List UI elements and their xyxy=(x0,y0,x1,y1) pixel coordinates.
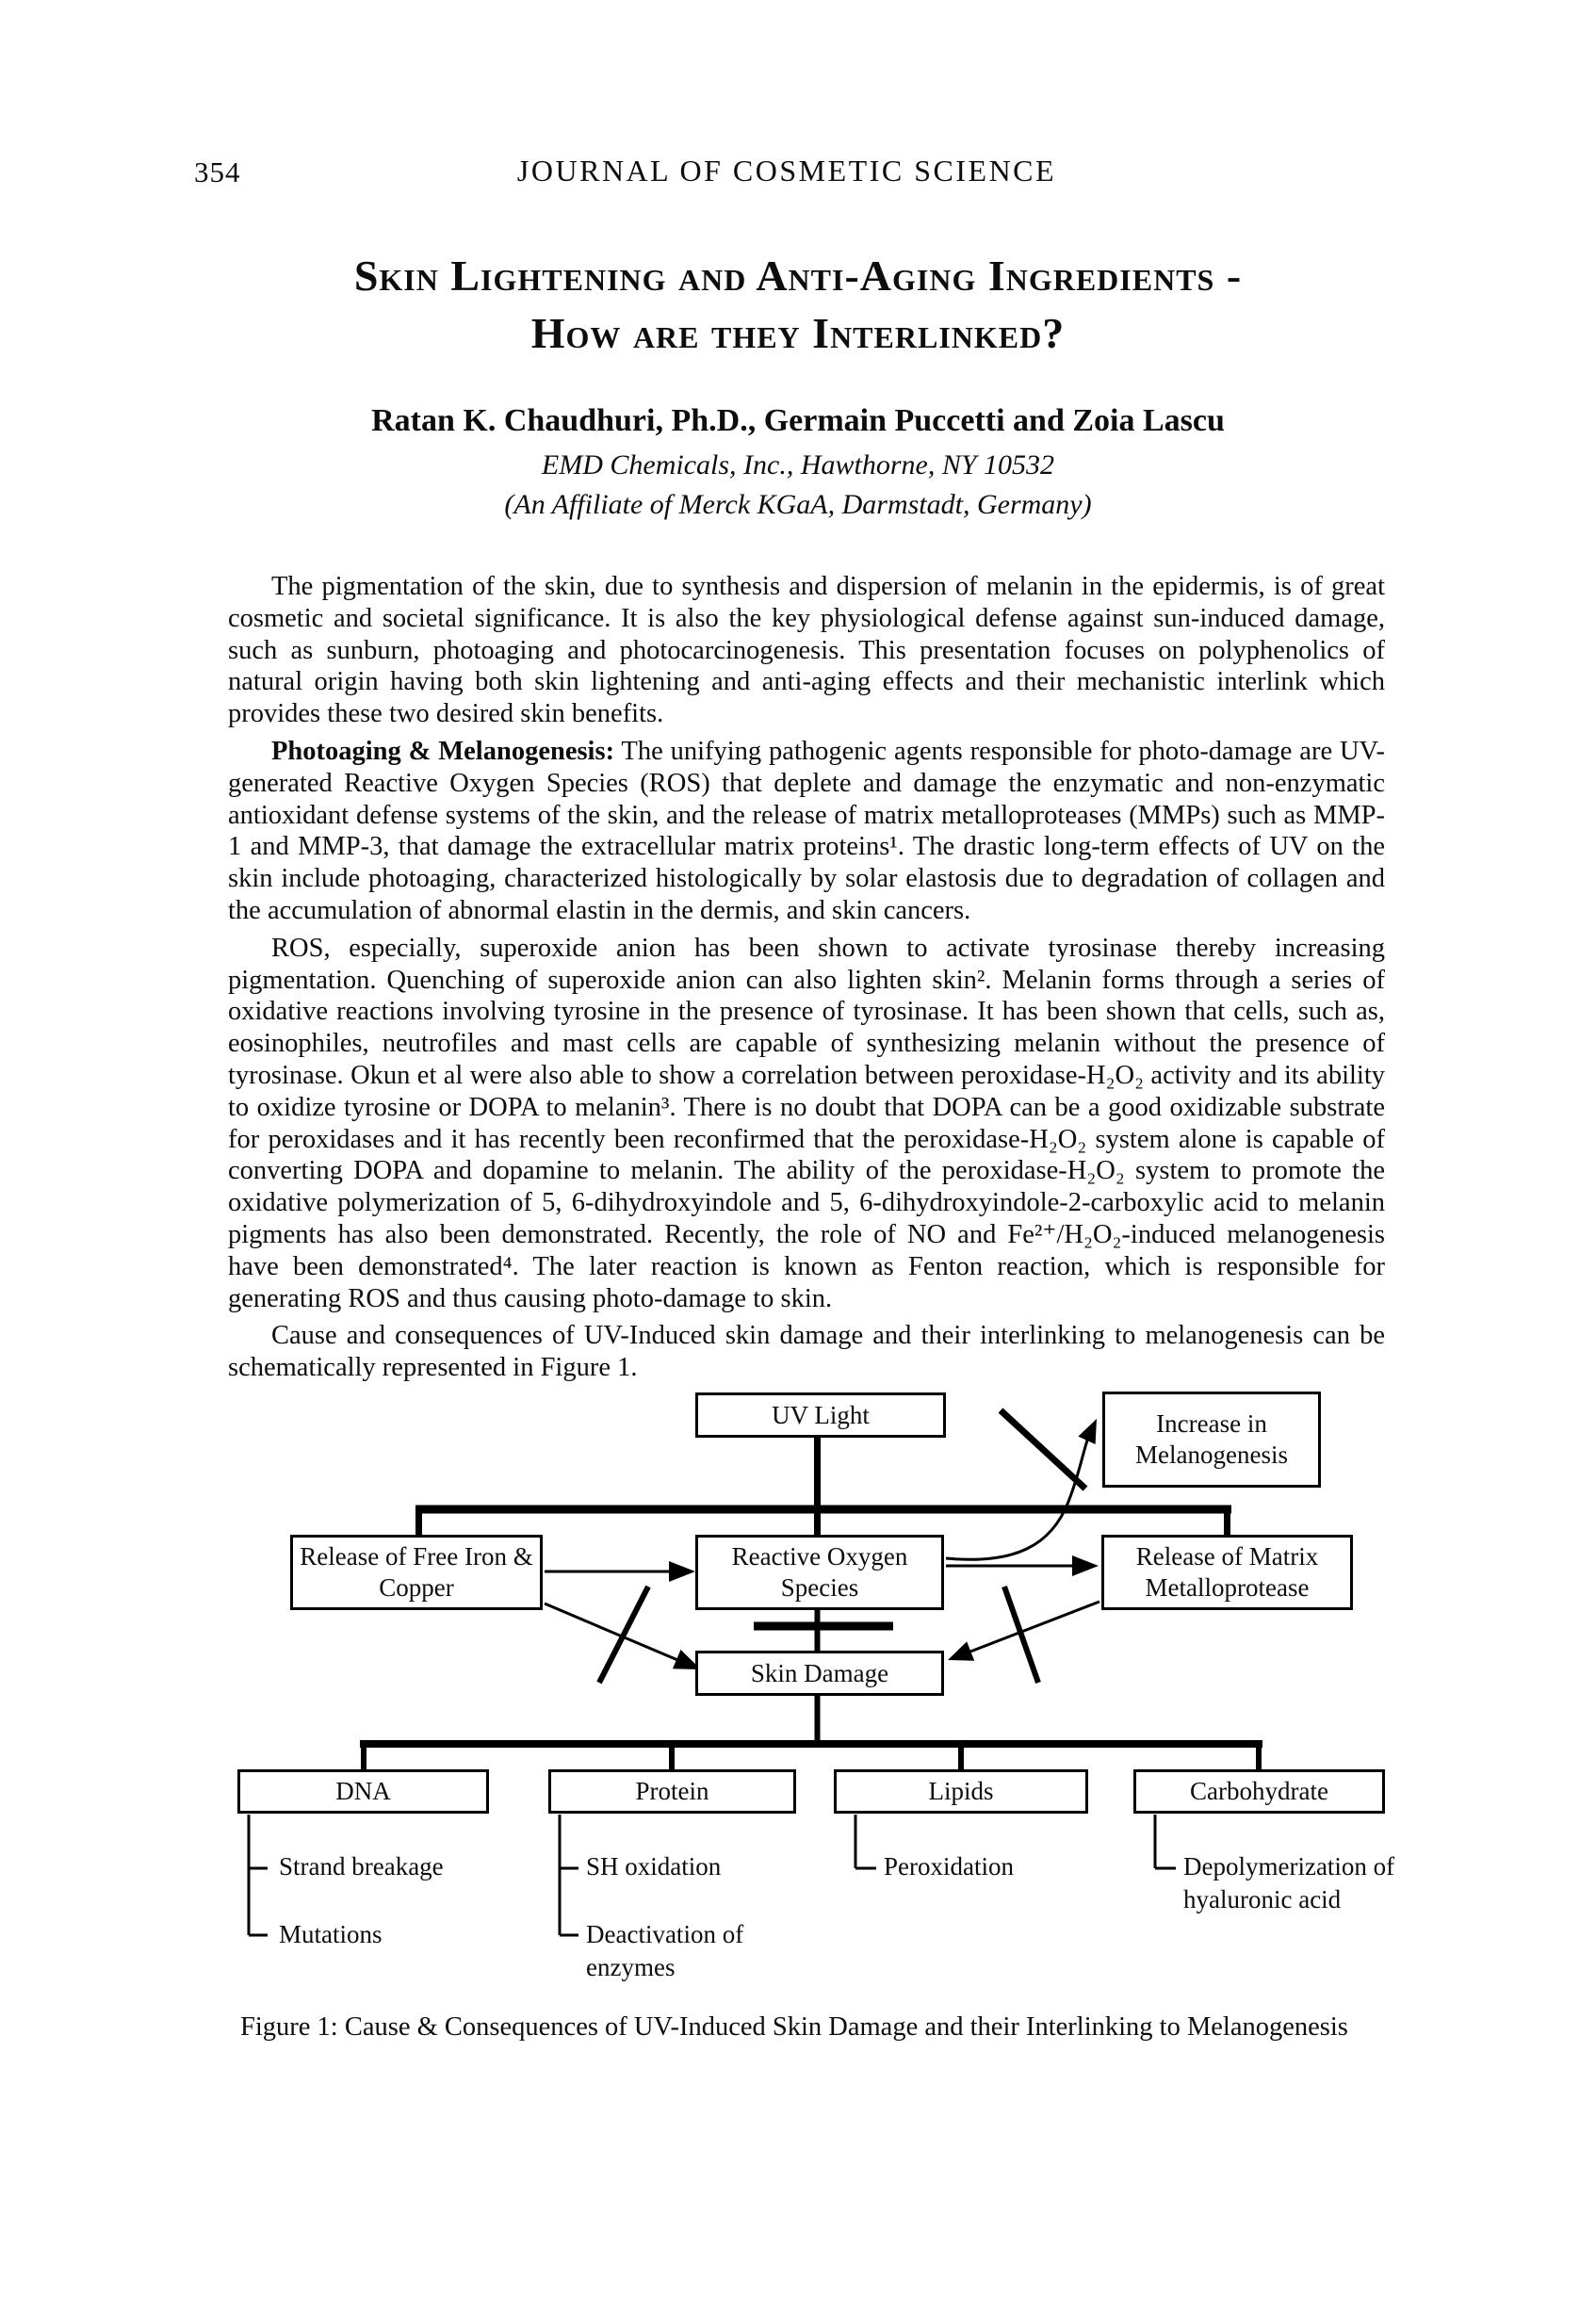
diagram-node-dna: DNA xyxy=(237,1769,489,1814)
diagram-node-skin-damage: Skin Damage xyxy=(695,1651,944,1696)
paragraph-ros-text: ROS, especially, superoxide anion has been shown to activate tyrosinase thereby increasing pigmentation. Quenching of superoxide anion can also lighten skin². Melanin forms through a series of oxidative reactions involving tyrosine in the presence of tyrosinase. It has been shown that cells, such as, eosinophiles, neutrofiles and mast cells are capable of synthesizing melanin without the presence of tyrosinase. Okun et al were also able to show a correlation between peroxidase-H₂O₂ activity and its ability to oxidize tyrosine or DOPA to melanin³. There is no doubt that DOPA can be a good oxidizable substrate for peroxidases and it has recently been reconfirmed that the peroxidase-H₂O₂ system alone is capable of converting DOPA and dopamine to melanin. The ability of the peroxidase-H₂O₂ system to promote the oxidative polymerization of 5, 6-dihydroxyindole and 5, 6-dihydroxyindole-2-carboxylic acid to melanin pigments has also been demonstrated. Recently, the role of NO and Fe²⁺/H₂O₂-induced melanogenesis have been demonstrated⁴. The later reaction is known as Fenton reaction, which is responsible for generating ROS and thus causing photo-damage to skin. xyxy=(228,933,1385,1313)
effect-protein-deactivation: Deactivation of enzymes xyxy=(586,1920,744,1981)
paragraph-figure-intro-text: Cause and consequences of UV-Induced skin damage and their interlinking to melanogenesis can be schematically represented in Figure 1. xyxy=(228,1321,1385,1383)
paragraph-figure-intro xyxy=(228,1320,1385,1384)
diagram-node-lipids: Lipids xyxy=(834,1769,1088,1814)
journal-name: JOURNAL OF COSMETIC SCIENCE xyxy=(516,154,1057,187)
arrowhead-ros-to-melanogenesis xyxy=(1078,1419,1097,1444)
diagram-node-release-free-iron: Release of Free Iron & Copper xyxy=(290,1535,543,1610)
inhibition-slash-melanogenesis xyxy=(1001,1410,1085,1489)
running-head xyxy=(194,154,1379,191)
figure-caption: Figure 1: Cause & Consequences of UV-Induced Skin Damage and their Interlinking to Melanogenesis xyxy=(240,2012,1348,2042)
diagram-node-increase-melanogenesis: Increase in Melanogenesis xyxy=(1102,1392,1321,1488)
page-number: 354 xyxy=(194,155,241,188)
inhibition-slash-right xyxy=(1004,1587,1038,1683)
arrowhead-iron-to-skin xyxy=(673,1650,701,1669)
effect-protein-sh-oxidation: SH oxidation xyxy=(586,1852,722,1881)
effect-carbohydrate-depolymerization: Depolymerization of hyaluronic acid xyxy=(1183,1852,1395,1913)
section-heading-photoaging: Photoaging & Melanogenesis: xyxy=(271,736,615,766)
paragraph-photoaging xyxy=(228,736,1385,927)
diagram-node-uv-light: UV Light xyxy=(695,1392,946,1438)
arrow-mmp-to-skin xyxy=(970,1602,1099,1652)
arrow-ros-to-melanogenesis xyxy=(946,1430,1091,1559)
authors-line: Ratan K. Chaudhuri, Ph.D., Germain Puccetti and Zoia Lascu xyxy=(371,403,1225,438)
paragraph-photoaging-text: The unifying pathogenic agents responsible for photo-damage are UV-generated Reactive Oxygen Species (ROS) that deplete and damage the enzymatic and non-enzymatic antioxidant defense systems of the skin, and the release of matrix metalloproteases (MMPs) such as MMP-1 and MMP-3, that damage the extracellular matrix proteins¹. The drastic long-term effects of UV on the skin include photoaging, characterized histologically by solar elastosis due to degradation of collagen and the accumulation of abnormal elastin in the dermis, and skin cancers. xyxy=(228,736,1385,925)
arrowhead-iron-to-ros xyxy=(669,1561,695,1582)
article-title-line1: Skin Lightening and Anti-Aging Ingredients - xyxy=(353,252,1243,300)
inhibition-slash-left xyxy=(599,1587,648,1683)
arrowhead-ros-to-mmp xyxy=(1072,1555,1099,1576)
article-title-line2: How are they Interlinked? xyxy=(530,309,1066,357)
arrowhead-mmp-to-skin xyxy=(948,1641,974,1660)
effect-dna-mutations: Mutations xyxy=(279,1920,383,1948)
paragraph-abstract xyxy=(228,571,1385,730)
diagram-node-protein: Protein xyxy=(548,1769,796,1814)
article-body xyxy=(228,571,1385,1384)
effect-lipids-peroxidation: Peroxidation xyxy=(884,1852,1014,1881)
paragraph-abstract-text: The pigmentation of the skin, due to synthesis and dispersion of melanin in the epidermis, is of great cosmetic and societal significance. It is also the key physiological defense against sun-induced damage, such as sunburn, photoaging and photocarcinogenesis. This presentation focuses on polyphenolics of natural origin having both skin lightening and anti-aging effects and their mechanistic interlink which provides these two desired skin benefits. xyxy=(228,572,1385,729)
arrow-iron-to-skin xyxy=(545,1604,682,1662)
affiliation-line2: (An Affiliate of Merck KGaA, Darmstadt, Germany) xyxy=(504,489,1092,520)
effect-dna-strand-breakage: Strand breakage xyxy=(279,1852,444,1881)
affiliation-line1: EMD Chemicals, Inc., Hawthorne, NY 10532 xyxy=(541,449,1055,480)
paragraph-ros xyxy=(228,933,1385,1315)
diagram-node-carbohydrate: Carbohydrate xyxy=(1133,1769,1385,1814)
diagram-node-reactive-oxygen-species: Reactive Oxygen Species xyxy=(695,1535,944,1610)
diagram-node-release-matrix-metalloprotease: Release of Matrix Metalloprotease xyxy=(1101,1535,1353,1610)
article-title xyxy=(124,247,1472,362)
